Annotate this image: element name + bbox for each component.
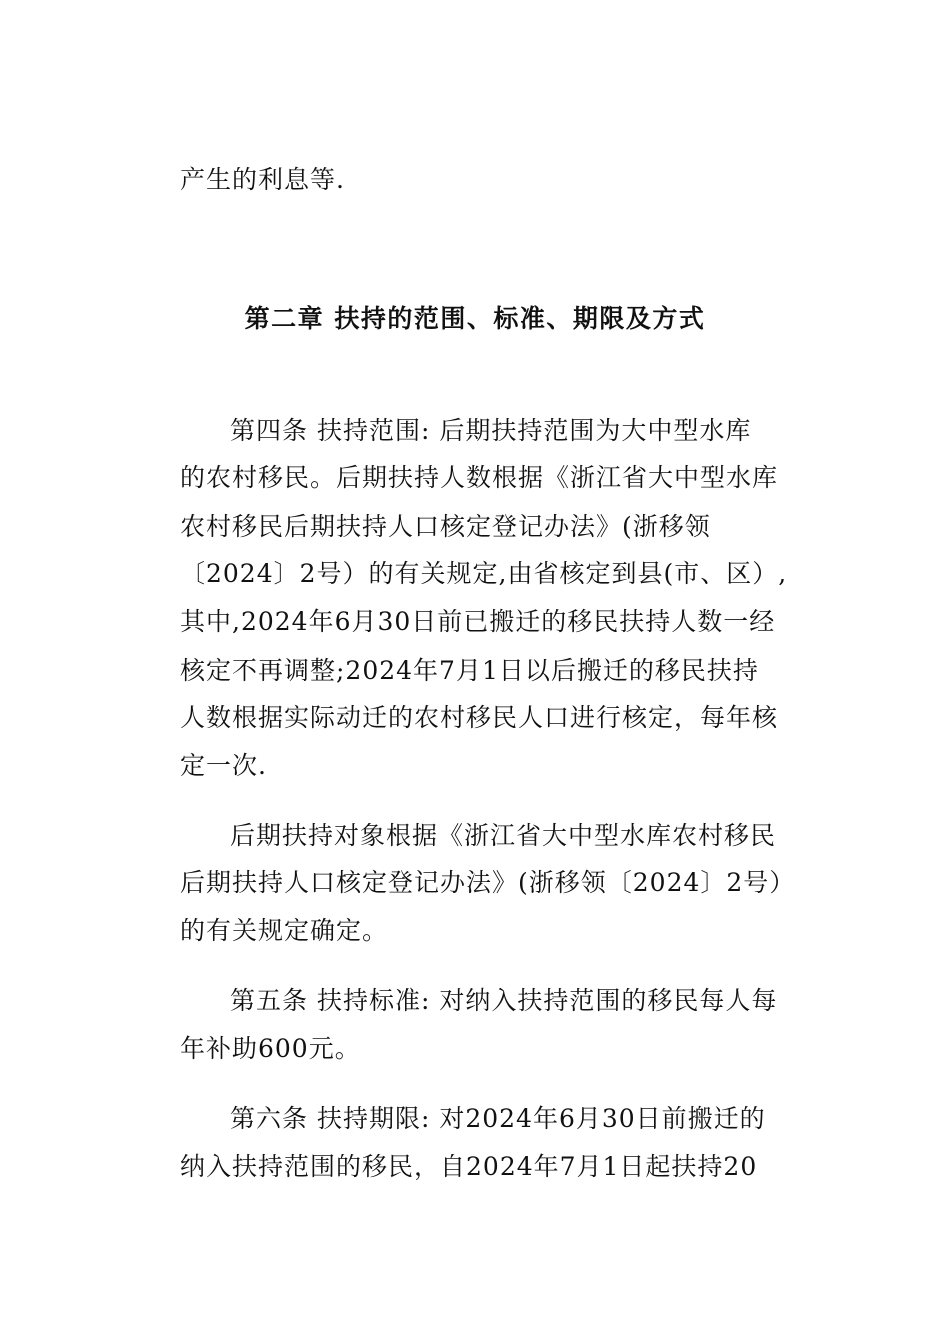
article6-line-1: 第六条 扶持期限: 对2024年6月30日前搬迁的	[230, 1104, 766, 1133]
chapter-title: 第二章 扶持的范围、标准、期限及方式	[244, 304, 706, 333]
article4-para2-line-2: 后期扶持人口核定登记办法》(浙移领〔2024〕2号）	[180, 868, 796, 897]
top-fragment-line: 产生的利息等.	[180, 165, 345, 194]
article4-line-2: 的农村移民。后期扶持人数根据《浙江省大中型水库	[180, 463, 779, 492]
article4-line-7: 人数根据实际动迁的农村移民人口进行核定，每年核	[180, 703, 779, 732]
article4-para2-line-3: 的有关规定确定。	[180, 916, 389, 945]
article4-line-6: 核定不再调整;2024年7月1日以后搬迁的移民扶持	[180, 656, 759, 685]
article4-para2-line-1: 后期扶持对象根据《浙江省大中型水库农村移民	[230, 821, 777, 850]
article4-line-5: 其中,2024年6月30日前已搬迁的移民扶持人数一经	[180, 607, 776, 636]
article4-line-3: 农村移民后期扶持人口核定登记办法》(浙移领	[180, 512, 711, 541]
article6-line-2: 纳入扶持范围的移民，自2024年7月1日起扶持20	[180, 1152, 758, 1181]
article4-line-4: 〔2024〕2号）的有关规定,由省核定到县(市、区）,	[180, 559, 788, 588]
article4-line-8: 定一次.	[180, 751, 267, 780]
article4-line-1: 第四条 扶持范围: 后期扶持范围为大中型水库	[230, 416, 752, 445]
article5-line-1: 第五条 扶持标准: 对纳入扶持范围的移民每人每	[230, 986, 778, 1015]
article5-line-2: 年补助600元。	[180, 1034, 361, 1063]
